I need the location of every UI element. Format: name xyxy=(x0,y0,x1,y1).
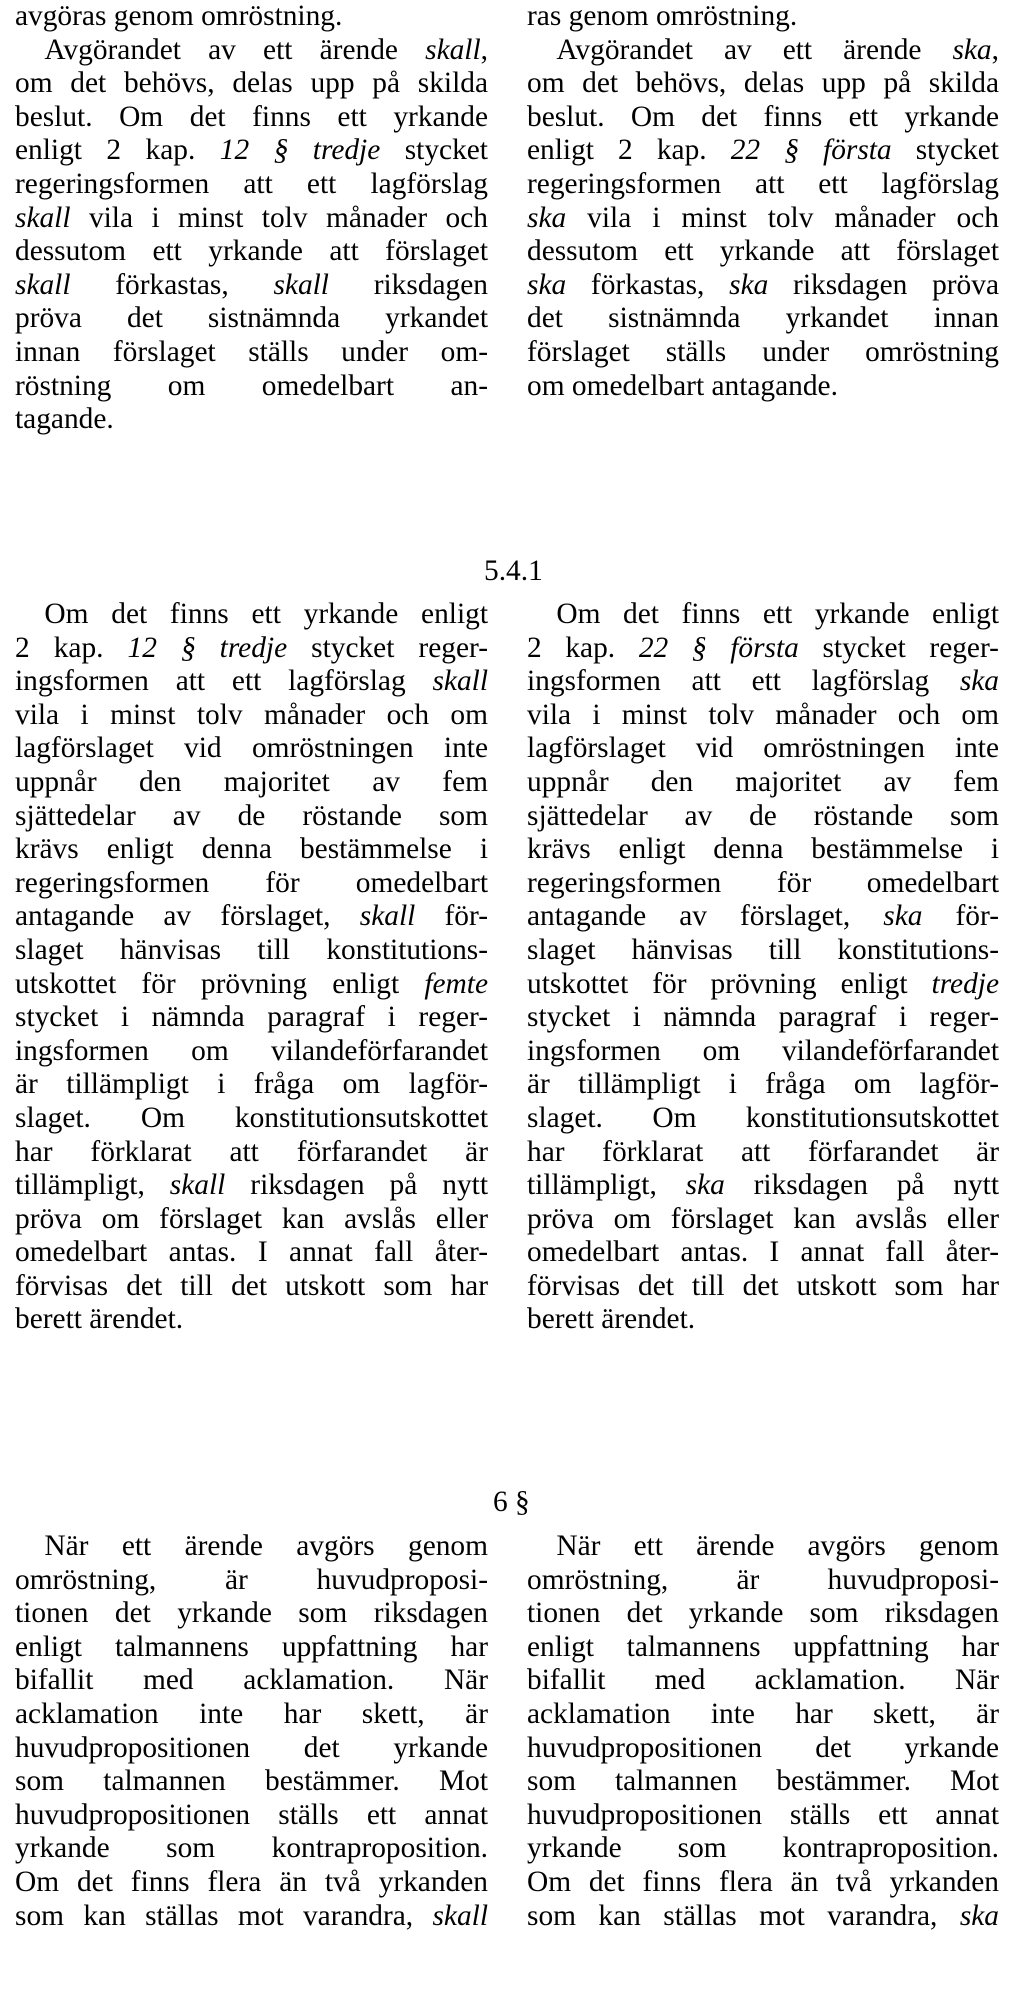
text-segment: beslut. Om det finns ett yrkande xyxy=(527,100,999,133)
text-segment: sjättedelar av de röstande som xyxy=(15,799,488,832)
italic-text: ska xyxy=(952,33,992,66)
text-segment: omröstning, är huvudproposi- xyxy=(527,1563,999,1596)
text-segment: tagande. xyxy=(15,403,114,436)
text-line xyxy=(15,1832,488,1866)
text-segment: När ett ärende avgörs genom xyxy=(15,1530,488,1562)
text-segment: enligt 2 kap. xyxy=(15,134,220,167)
text-segment: har förklarat att förfarandet är xyxy=(527,1135,999,1168)
text-line xyxy=(527,766,999,800)
italic-text: skall xyxy=(432,1899,488,1932)
italic-text: ska xyxy=(729,268,769,301)
italic-text: ska xyxy=(959,1899,999,1932)
text-segment: enligt 2 kap. xyxy=(527,134,731,167)
text-line xyxy=(527,1631,999,1665)
text-line xyxy=(527,732,999,766)
text-segment: som kan ställas mot varandra, xyxy=(15,1899,433,1932)
text-segment: lagförslaget vid omröstningen inte xyxy=(527,732,999,765)
italic-text: 22 § första xyxy=(730,134,892,167)
text-segment: tionen det yrkande som riksdagen xyxy=(15,1597,488,1630)
text-line xyxy=(527,1698,999,1732)
text-line xyxy=(15,235,488,269)
text-segment: Om det finns ett yrkande enligt xyxy=(15,598,488,630)
text-line xyxy=(15,1102,488,1136)
text-line xyxy=(527,336,999,370)
text-line xyxy=(527,235,999,269)
text-segment: om det behövs, delas upp på skilda xyxy=(15,67,488,100)
text-line xyxy=(15,168,488,202)
text-line xyxy=(15,1236,488,1270)
text-line xyxy=(15,0,488,34)
text-line xyxy=(527,0,999,34)
text-line xyxy=(527,1530,999,1564)
text-segment: om det behövs, delas upp på skilda xyxy=(527,67,999,100)
text-segment: uppnår den majoritet av fem xyxy=(15,765,488,798)
text-segment: vila i minst tolv månader och xyxy=(70,201,488,234)
text-segment: vila i minst tolv månader och om xyxy=(15,698,488,731)
text-line xyxy=(15,67,488,101)
text-line xyxy=(527,1597,999,1631)
text-line xyxy=(15,34,488,68)
text-segment: har förklarat att förfarandet är xyxy=(15,1135,488,1168)
text-line xyxy=(15,1035,488,1069)
text-segment: tillämpligt, xyxy=(15,1169,170,1202)
italic-text: skall xyxy=(432,665,488,698)
section-marker-5-4-1: 5.4.1 xyxy=(484,555,543,587)
text-line xyxy=(15,202,488,236)
text-line xyxy=(527,833,999,867)
text-segment: yrkande som kontraproposition. xyxy=(15,1832,488,1865)
text-line xyxy=(15,732,488,766)
text-segment: huvudpropositionen det yrkande xyxy=(15,1731,488,1764)
text-line xyxy=(15,598,488,632)
italic-text: 12 § tredje xyxy=(127,631,288,664)
text-segment: huvudpropositionen det yrkande xyxy=(527,1731,999,1764)
text-segment: bifallit med acklamation. När xyxy=(527,1664,999,1697)
text-line xyxy=(15,766,488,800)
text-line xyxy=(15,302,488,336)
text-line xyxy=(527,1799,999,1833)
text-line xyxy=(527,900,999,934)
text-line xyxy=(15,1732,488,1766)
text-line xyxy=(15,134,488,168)
text-segment: slaget. Om konstitutionsutskottet xyxy=(15,1101,488,1134)
text-line xyxy=(527,1765,999,1799)
text-segment: tionen det yrkande som riksdagen xyxy=(527,1597,999,1630)
italic-text: skall xyxy=(15,201,71,234)
text-segment: När ett ärende avgörs genom xyxy=(527,1530,999,1562)
text-line xyxy=(15,1068,488,1102)
text-segment: innan förslaget ställs under om- xyxy=(15,335,488,368)
text-line xyxy=(15,1765,488,1799)
text-segment: Om det finns flera än två yrkanden xyxy=(527,1865,999,1898)
text-line xyxy=(15,403,488,437)
text-segment: för- xyxy=(922,900,999,933)
text-line xyxy=(527,1270,999,1304)
block-3-right-proposed-text xyxy=(527,1530,999,1933)
text-segment: huvudpropositionen ställs ett annat xyxy=(15,1798,488,1831)
text-line xyxy=(15,1564,488,1598)
italic-text: ska xyxy=(959,665,999,698)
italic-text: ska xyxy=(685,1169,725,1202)
text-segment: förkastas, xyxy=(70,268,274,301)
text-line xyxy=(527,67,999,101)
text-segment: riksdagen på nytt xyxy=(724,1169,999,1202)
text-segment: enligt talmannens uppfattning har xyxy=(15,1630,488,1663)
text-segment: slaget hänvisas till konstitutions- xyxy=(527,933,999,966)
text-line xyxy=(527,370,999,404)
text-segment: regeringsformen att ett lagförslag xyxy=(527,167,999,200)
italic-text: ska xyxy=(883,900,923,933)
text-line xyxy=(527,1136,999,1170)
text-segment: förvisas det till det utskott som har xyxy=(527,1269,999,1302)
block-2-left-current-text xyxy=(15,598,488,1337)
text-line xyxy=(527,1102,999,1136)
text-segment: dessutom ett yrkande att förslaget xyxy=(527,235,999,268)
text-segment: omröstning, är huvudproposi- xyxy=(15,1563,488,1596)
text-line xyxy=(527,665,999,699)
text-segment: ingsformen om vilandeförfarandet xyxy=(15,1034,488,1067)
text-line xyxy=(15,1203,488,1237)
text-segment: antagande av förslaget, xyxy=(15,900,360,933)
italic-text: skall xyxy=(169,1169,226,1202)
italic-text: tredje xyxy=(931,967,999,1000)
text-line xyxy=(15,1698,488,1732)
text-line xyxy=(527,1664,999,1698)
text-segment: slaget. Om konstitutionsutskottet xyxy=(527,1101,999,1134)
text-segment: sjättedelar av de röstande som xyxy=(527,799,999,832)
text-segment: omedelbart antas. I annat fall åter- xyxy=(527,1236,999,1269)
text-line xyxy=(527,1832,999,1866)
text-segment: förkastas, xyxy=(566,268,730,301)
text-segment: berett ärendet. xyxy=(527,1303,696,1336)
text-segment: Om det finns flera än två yrkanden xyxy=(15,1865,488,1898)
text-line xyxy=(15,665,488,699)
text-segment: är tillämpligt i fråga om lagför- xyxy=(15,1068,488,1101)
text-line xyxy=(527,968,999,1002)
text-line xyxy=(15,269,488,303)
text-line xyxy=(527,1068,999,1102)
text-segment: pröva om förslaget kan avslås eller xyxy=(15,1202,488,1235)
text-line xyxy=(527,867,999,901)
text-line xyxy=(15,1530,488,1564)
text-line xyxy=(15,632,488,666)
block-1-left-current-text xyxy=(15,0,488,437)
text-segment: ingsformen att ett lagförslag xyxy=(15,665,433,698)
text-line xyxy=(15,900,488,934)
text-line xyxy=(527,1236,999,1270)
text-line xyxy=(527,1001,999,1035)
text-segment: , xyxy=(480,33,488,66)
text-segment: dessutom ett yrkande att förslaget xyxy=(15,235,488,268)
text-line xyxy=(15,1169,488,1203)
text-line xyxy=(527,934,999,968)
text-line xyxy=(15,968,488,1002)
italic-text: ska xyxy=(527,268,567,301)
text-segment: ingsformen om vilandeförfarandet xyxy=(527,1034,999,1067)
text-line xyxy=(527,1303,999,1337)
text-segment: krävs enligt denna bestämmelse i xyxy=(15,833,488,866)
text-segment: avgöras genom omröstning. xyxy=(15,0,343,32)
text-segment: berett ärendet. xyxy=(15,1303,184,1336)
text-segment: utskottet för prövning enligt xyxy=(15,967,425,1000)
text-segment: pröva det sistnämnda yrkandet xyxy=(15,302,488,335)
text-segment: det sistnämnda yrkandet innan xyxy=(527,302,999,335)
text-segment: 2 kap. xyxy=(15,631,128,664)
text-line xyxy=(527,1564,999,1598)
text-segment: , xyxy=(991,33,999,66)
text-segment: tillämpligt, xyxy=(527,1169,686,1202)
text-line xyxy=(527,269,999,303)
text-segment: Avgörandet av ett ärende xyxy=(15,33,426,66)
text-line xyxy=(527,34,999,68)
text-line xyxy=(527,598,999,632)
text-segment: som talmannen bestämmer. Mot xyxy=(527,1765,999,1798)
text-line xyxy=(527,1203,999,1237)
text-line xyxy=(15,1597,488,1631)
text-line xyxy=(527,302,999,336)
text-segment: stycket i nämnda paragraf i reger- xyxy=(15,1001,488,1034)
text-segment: riksdagen pröva xyxy=(768,268,999,301)
text-segment: yrkande som kontraproposition. xyxy=(527,1832,999,1865)
text-line xyxy=(15,1799,488,1833)
text-segment: om omedelbart antagande. xyxy=(527,369,838,402)
text-segment: stycket xyxy=(891,134,999,167)
text-segment: antagande av förslaget, xyxy=(527,900,884,933)
text-segment: acklamation inte har skett, är xyxy=(527,1697,999,1730)
text-segment: ras genom omröstning. xyxy=(527,0,798,32)
text-segment: enligt talmannens uppfattning har xyxy=(527,1630,999,1663)
text-segment: röstning om omedelbart an- xyxy=(15,369,488,402)
text-line xyxy=(527,1035,999,1069)
text-segment: stycket reger- xyxy=(287,631,488,664)
text-segment: lagförslaget vid omröstningen inte xyxy=(15,732,488,765)
text-line xyxy=(15,1303,488,1337)
text-segment: riksdagen på nytt xyxy=(225,1169,488,1202)
text-line xyxy=(527,168,999,202)
text-line xyxy=(15,1866,488,1900)
text-line xyxy=(15,1270,488,1304)
text-segment: vila i minst tolv månader och om xyxy=(527,698,999,731)
text-segment: ingsformen att ett lagförslag xyxy=(527,665,960,698)
block-1-right-proposed-text xyxy=(527,0,999,403)
text-segment: acklamation inte har skett, är xyxy=(15,1697,488,1730)
text-segment: stycket reger- xyxy=(798,631,999,664)
text-segment: pröva om förslaget kan avslås eller xyxy=(527,1202,999,1235)
text-line xyxy=(15,336,488,370)
text-segment: förvisas det till det utskott som har xyxy=(15,1269,488,1302)
text-line xyxy=(15,1136,488,1170)
section-marker-6: 6 § xyxy=(493,1486,530,1518)
text-line xyxy=(527,1732,999,1766)
text-segment: regeringsformen för omedelbart xyxy=(527,866,999,899)
text-segment: uppnår den majoritet av fem xyxy=(527,765,999,798)
text-segment: utskottet för prövning enligt xyxy=(527,967,932,1000)
text-segment: som kan ställas mot varandra, xyxy=(527,1899,960,1932)
text-line xyxy=(527,1866,999,1900)
text-line xyxy=(527,202,999,236)
italic-text: skall xyxy=(359,900,416,933)
block-3-left-current-text xyxy=(15,1530,488,1933)
text-line xyxy=(15,934,488,968)
text-line xyxy=(15,1631,488,1665)
text-segment: är tillämpligt i fråga om lagför- xyxy=(527,1068,999,1101)
text-segment: regeringsformen för omedelbart xyxy=(15,866,488,899)
text-segment: 2 kap. xyxy=(527,631,639,664)
text-segment: för- xyxy=(415,900,488,933)
text-line xyxy=(15,101,488,135)
text-line xyxy=(15,833,488,867)
text-line xyxy=(15,370,488,404)
italic-text: ska xyxy=(527,201,567,234)
text-line xyxy=(527,1169,999,1203)
italic-text: skall xyxy=(425,33,481,66)
text-segment: slaget hänvisas till konstitutions- xyxy=(15,933,488,966)
text-segment: stycket i nämnda paragraf i reger- xyxy=(527,1001,999,1034)
text-line xyxy=(527,632,999,666)
text-line xyxy=(15,867,488,901)
text-line xyxy=(527,699,999,733)
text-segment: omedelbart antas. I annat fall åter- xyxy=(15,1236,488,1269)
text-segment: krävs enligt denna bestämmelse i xyxy=(527,833,999,866)
italic-text: femte xyxy=(424,967,488,1000)
italic-text: 22 § första xyxy=(638,631,799,664)
italic-text: skall xyxy=(15,268,71,301)
text-segment: Om det finns ett yrkande enligt xyxy=(527,598,999,630)
text-line xyxy=(15,1664,488,1698)
text-segment: beslut. Om det finns ett yrkande xyxy=(15,100,488,133)
text-segment: stycket xyxy=(380,134,488,167)
text-line xyxy=(15,1900,488,1934)
text-line xyxy=(527,800,999,834)
text-segment: regeringsformen att ett lagförslag xyxy=(15,167,488,200)
text-segment: Avgörandet av ett ärende xyxy=(527,33,953,66)
text-segment: förslaget ställs under omröstning xyxy=(527,335,999,368)
text-segment: vila i minst tolv månader och xyxy=(566,201,999,234)
italic-text: 12 § tredje xyxy=(219,134,381,167)
text-segment: huvudpropositionen ställs ett annat xyxy=(527,1798,999,1831)
text-line xyxy=(527,1900,999,1934)
text-line xyxy=(15,699,488,733)
text-segment: som talmannen bestämmer. Mot xyxy=(15,1765,488,1798)
text-line xyxy=(527,134,999,168)
text-line xyxy=(15,800,488,834)
italic-text: skall xyxy=(273,268,329,301)
text-line xyxy=(15,1001,488,1035)
text-segment: bifallit med acklamation. När xyxy=(15,1664,488,1697)
text-line xyxy=(527,101,999,135)
block-2-right-proposed-text xyxy=(527,598,999,1337)
text-segment: riksdagen xyxy=(328,268,488,301)
